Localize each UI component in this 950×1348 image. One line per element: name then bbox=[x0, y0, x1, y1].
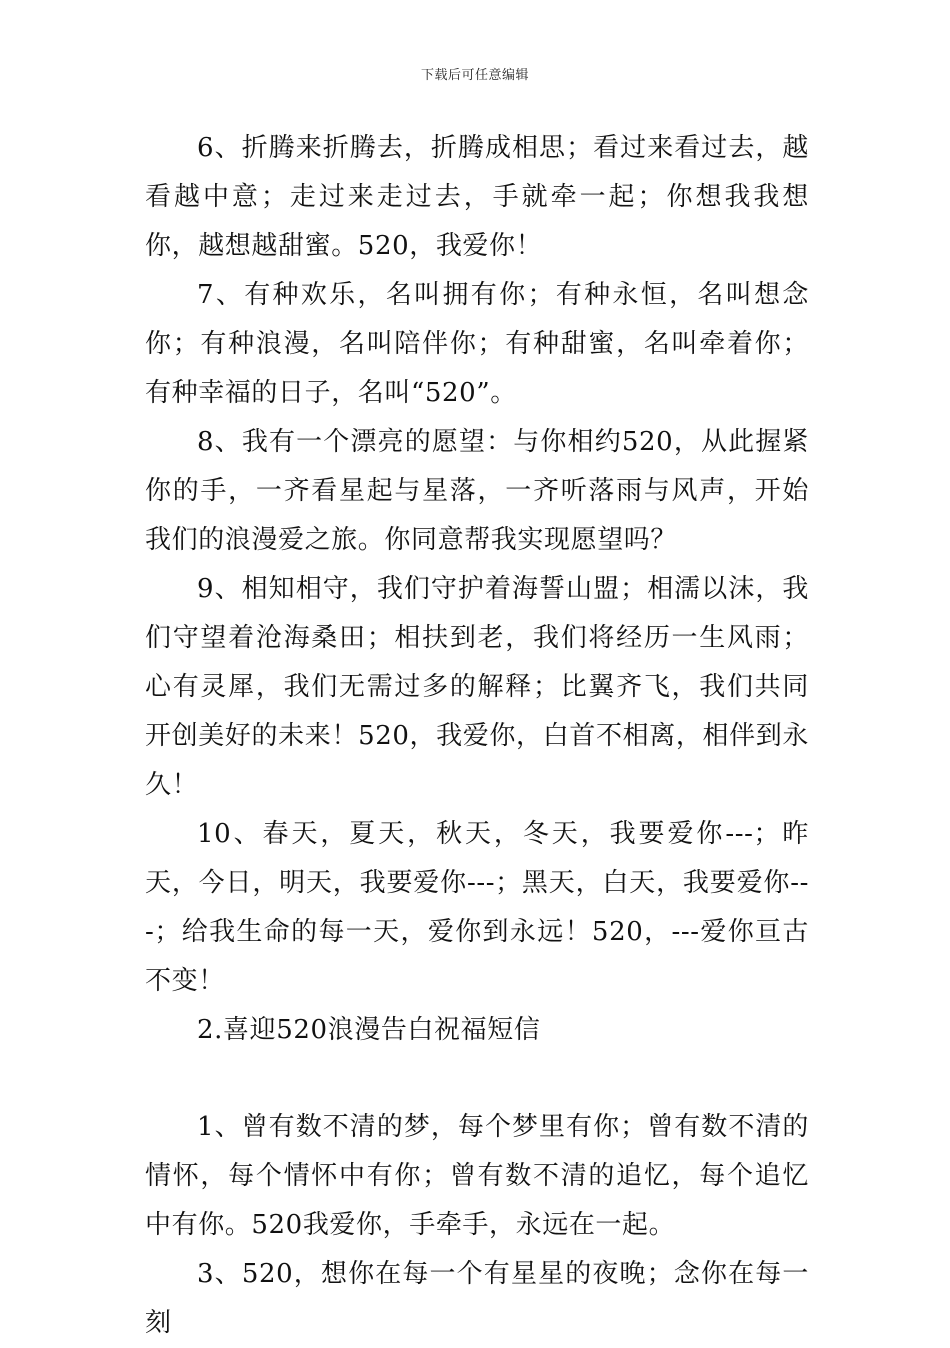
section-paragraph-1: 1、曾有数不清的梦，每个梦里有你；曾有数不清的情怀，每个情怀中有你；曾有数不清的追忆，每个追忆中有你。520我爱你，手牵手，永远在一起。 bbox=[145, 1112, 809, 1240]
paragraph-7: 7、有种欢乐，名叫拥有你；有种永恒，名叫想念你；有种浪漫，名叫陪伴你；有种甜蜜，名叫牵着你；有种幸福的日子，名叫“520”。 bbox=[145, 280, 809, 408]
paragraph-6: 6、折腾来折腾去，折腾成相思；看过来看过去，越看越中意；走过来走过去，手就牵一起；你想我我想你，越想越甜蜜。520，我爱你！ bbox=[145, 133, 809, 261]
page-header: 下载后可任意编辑 bbox=[420, 68, 529, 83]
section-paragraph-3: 3、520，想你在每一个有星星的夜晚；念你在每一刻 bbox=[145, 1259, 809, 1338]
section-heading: 2.喜迎520浪漫告白祝福短信 bbox=[197, 1015, 541, 1045]
paragraph-8: 8、我有一个漂亮的愿望：与你相约520，从此握紧你的手，一齐看星起与星落，一齐听落雨与风声，开始我们的浪漫爱之旅。你同意帮我实现愿望吗？ bbox=[145, 427, 809, 555]
document-body bbox=[145, 124, 809, 1348]
paragraph-10: 10、春天，夏天，秋天，冬天，我要爱你---；昨天，今日，明天，我要爱你---；黑天，白天，我要爱你---；给我生命的每一天，爱你到永远！520，---爱你亘古不变！ bbox=[145, 819, 809, 996]
paragraph-9: 9、相知相守，我们守护着海誓山盟；相濡以沫，我们守望着沧海桑田；相扶到老，我们将经历一生风雨；心有灵犀，我们无需过多的解释；比翼齐飞，我们共同开创美好的未来！520，我爱你，白首不相离，相伴到永久！ bbox=[145, 574, 809, 800]
